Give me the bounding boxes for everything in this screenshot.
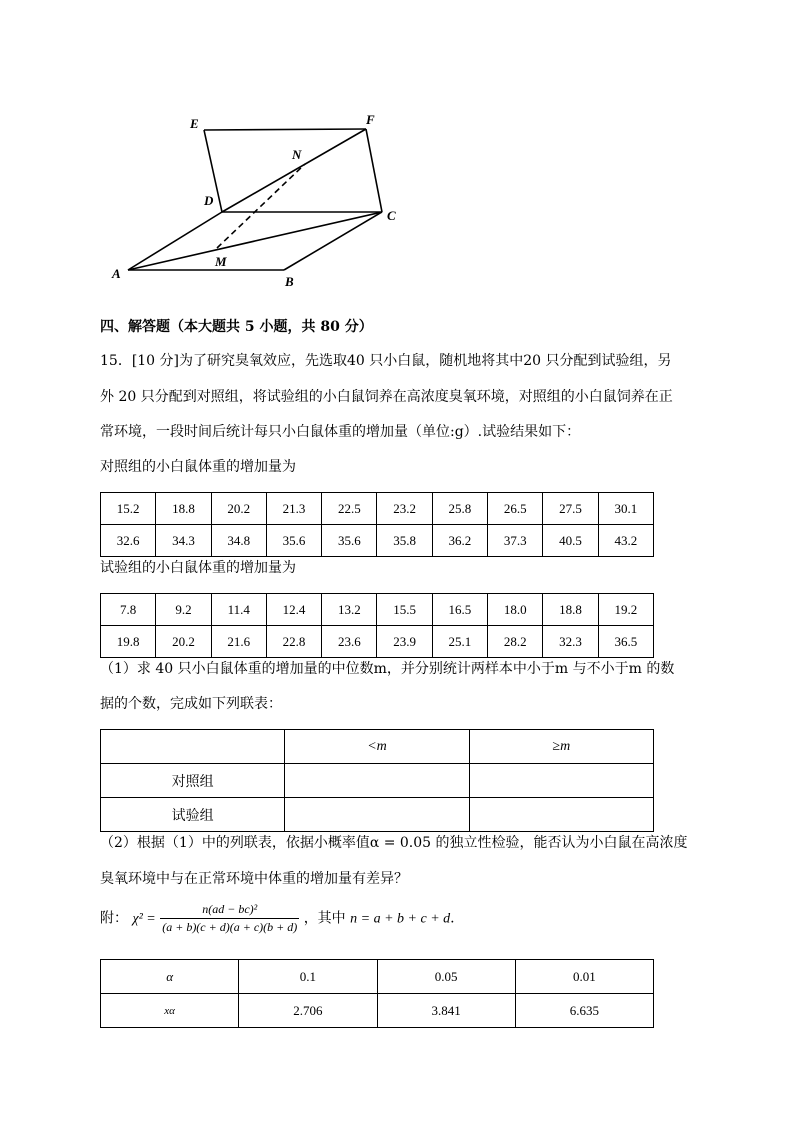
- table-cell: 18.0: [488, 594, 543, 626]
- problem-line-2: 外 20 只分配到对照组，将试验组的小白鼠饲养在高浓度臭氧环境，对照组的小白鼠饲养在正: [100, 389, 673, 405]
- table-cell: 19.8: [101, 626, 156, 658]
- table-header-cell: <m: [285, 730, 469, 764]
- table-cell: 35.6: [266, 525, 321, 557]
- table-row: [101, 626, 654, 658]
- x-alpha-label: xα: [101, 994, 239, 1028]
- label-M: M: [215, 254, 227, 269]
- q1-line-2: 据的个数，完成如下列联表：: [100, 696, 282, 712]
- table-row: [101, 493, 654, 525]
- row-label: 试验组: [101, 798, 285, 832]
- appendix-period: .: [450, 910, 455, 927]
- fraction-denominator: (a + b)(c + d)(a + c)(b + d): [162, 920, 298, 934]
- geometry-figure: [100, 108, 420, 298]
- table-cell: 23.9: [377, 626, 432, 658]
- table-cell: 2.706: [239, 994, 377, 1028]
- table-cell: 35.8: [377, 525, 432, 557]
- problem-line-1: 15．[10 分]为了研究臭氧效应，先选取40 只小白鼠，随机地将其中20 只分配到试验组，另: [100, 353, 672, 369]
- table-row: [101, 764, 654, 798]
- table-cell: 26.5: [488, 493, 543, 525]
- test-caption: 试验组的小白鼠体重的增加量为: [100, 560, 296, 576]
- edge-EF: [204, 129, 366, 130]
- alpha-label: α: [101, 960, 239, 994]
- segment-MN-dashed: [217, 164, 305, 248]
- table-cell: 23.6: [322, 626, 377, 658]
- table-cell: 25.8: [432, 493, 487, 525]
- table-cell: 18.8: [156, 493, 211, 525]
- table-cell: 40.5: [543, 525, 598, 557]
- problem-line-3: 常环境，一段时间后统计每只小白鼠体重的增加量（单位:g）.试验结果如下：: [100, 424, 581, 440]
- table-cell: 28.2: [488, 626, 543, 658]
- table-cell: 18.8: [543, 594, 598, 626]
- appendix-formula: [100, 902, 455, 946]
- table-cell: 15.2: [101, 493, 156, 525]
- edge-AD: [128, 212, 222, 270]
- table-cell: 0.01: [515, 960, 653, 994]
- edge-AC: [128, 212, 382, 270]
- appendix-prefix: 附：: [100, 910, 128, 927]
- table-row: [101, 730, 654, 764]
- table-cell: 36.5: [598, 626, 653, 658]
- table-cell: 20.2: [156, 626, 211, 658]
- chi-square-fraction: [160, 902, 299, 935]
- label-A: A: [112, 266, 121, 281]
- table-cell: 27.5: [543, 493, 598, 525]
- table-cell: 7.8: [101, 594, 156, 626]
- table-row: [101, 594, 654, 626]
- table-cell: 19.2: [598, 594, 653, 626]
- table-cell: 12.4: [266, 594, 321, 626]
- edge-FC: [366, 129, 382, 212]
- table-cell: 34.3: [156, 525, 211, 557]
- table-cell-empty: [285, 798, 469, 832]
- label-E: E: [190, 116, 199, 131]
- appendix-n-formula: n = a + b + c + d: [350, 911, 451, 927]
- table-cell: 20.2: [211, 493, 266, 525]
- critical-value-table: [100, 959, 654, 1028]
- table-cell: 11.4: [211, 594, 266, 626]
- control-caption: 对照组的小白鼠体重的增加量为: [100, 459, 296, 475]
- label-B: B: [285, 274, 294, 289]
- table-cell: 25.1: [432, 626, 487, 658]
- table-cell: 23.2: [377, 493, 432, 525]
- table-header-cell: [101, 730, 285, 764]
- test-table: [100, 593, 654, 658]
- table-cell-empty: [469, 798, 653, 832]
- table-cell: 21.3: [266, 493, 321, 525]
- table-cell: 0.05: [377, 960, 515, 994]
- table-cell: 30.1: [598, 493, 653, 525]
- table-cell: 16.5: [432, 594, 487, 626]
- table-cell: 32.3: [543, 626, 598, 658]
- table-row: [101, 960, 654, 994]
- table-cell: 36.2: [432, 525, 487, 557]
- edge-DF: [222, 129, 366, 212]
- label-N: N: [292, 147, 302, 162]
- table-header-cell: ≥m: [469, 730, 653, 764]
- table-cell: 13.2: [322, 594, 377, 626]
- label-F: F: [366, 112, 375, 127]
- table-cell: 37.3: [488, 525, 543, 557]
- q1-line-1: （1）求 40 只小白鼠体重的增加量的中位数m，并分别统计两样本中小于m 与不小于m 的数: [100, 661, 675, 677]
- table-row: [101, 994, 654, 1028]
- table-cell-empty: [285, 764, 469, 798]
- q2-line-2: 臭氧环境中与在正常环境中体重的增加量有差异？: [100, 871, 408, 887]
- table-cell: 21.6: [211, 626, 266, 658]
- contingency-table: [100, 729, 654, 832]
- row-label: 对照组: [101, 764, 285, 798]
- section-heading: 四、解答题（本大题共 5 小题，共 80 分）: [100, 319, 373, 335]
- table-cell: 32.6: [101, 525, 156, 557]
- chi-square-symbol: χ² =: [132, 911, 156, 927]
- table-cell-empty: [469, 764, 653, 798]
- appendix-suffix-text: ，其中: [303, 910, 346, 927]
- control-table: [100, 492, 654, 557]
- table-cell: 0.1: [239, 960, 377, 994]
- table-cell: 43.2: [598, 525, 653, 557]
- label-D: D: [204, 193, 214, 208]
- table-cell: 34.8: [211, 525, 266, 557]
- table-row: [101, 525, 654, 557]
- table-cell: 22.8: [266, 626, 321, 658]
- table-cell: 6.635: [515, 994, 653, 1028]
- fraction-numerator: n(ad − bc)²: [160, 902, 299, 919]
- table-row: [101, 798, 654, 832]
- table-cell: 3.841: [377, 994, 515, 1028]
- label-C: C: [387, 208, 396, 223]
- q2-line-1: （2）根据（1）中的列联表，依据小概率值α = 0.05 的独立性检验，能否认为小白鼠在高浓度: [100, 835, 688, 851]
- table-cell: 35.6: [322, 525, 377, 557]
- table-cell: 15.5: [377, 594, 432, 626]
- table-cell: 22.5: [322, 493, 377, 525]
- table-cell: 9.2: [156, 594, 211, 626]
- edge-BC: [284, 212, 382, 270]
